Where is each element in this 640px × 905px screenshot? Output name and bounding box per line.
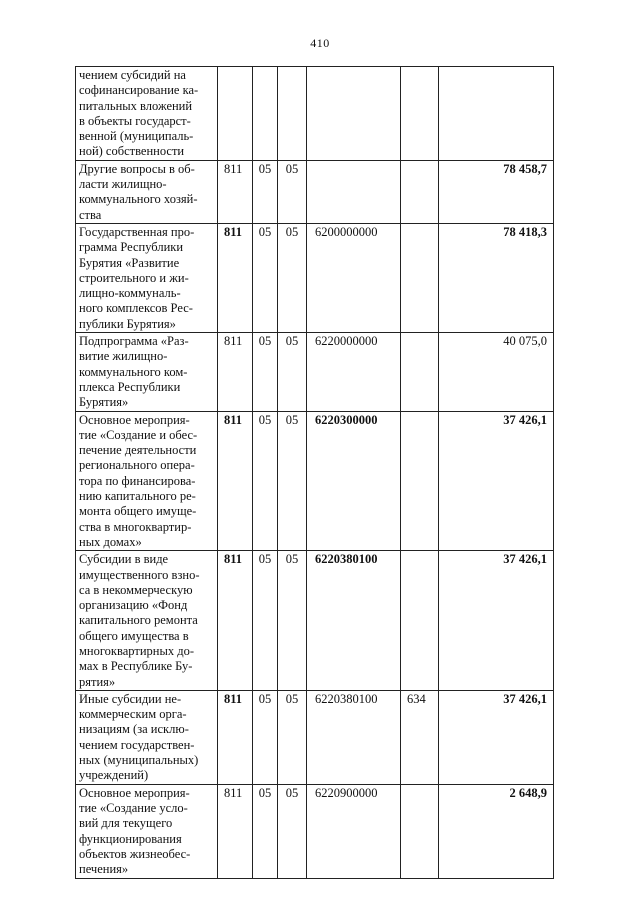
budget-table (75, 66, 554, 879)
subsection-cell: 05 (278, 551, 307, 691)
section-cell: 05 (253, 333, 278, 411)
amount-cell (439, 67, 554, 161)
page-number: 410 (310, 36, 330, 50)
subsection-cell: 05 (278, 411, 307, 551)
section-cell: 05 (253, 411, 278, 551)
ministry-code-cell: 811 (218, 411, 253, 551)
row-name-cell: Иные субсидии не- коммерческим орга- низациям (за исклю- чением государствен- ных (муниципальных) учреждений) (76, 690, 218, 784)
subsection-cell: 05 (278, 333, 307, 411)
amount-cell: 78 458,7 (439, 160, 554, 223)
section-cell: 05 (253, 223, 278, 332)
row-name-cell: чением субсидий на софинансирование ка- питальных вложений в объекты государст- венной (муниципаль- ной) собственности (76, 67, 218, 161)
target-article-cell: 6220000000 (307, 333, 401, 411)
subsection-cell: 05 (278, 690, 307, 784)
table-row (76, 411, 554, 551)
target-article-cell (307, 160, 401, 223)
table-row (76, 551, 554, 691)
table-row (76, 67, 554, 161)
subsection-cell: 05 (278, 223, 307, 332)
expense-type-cell (401, 160, 439, 223)
ministry-code-cell: 811 (218, 160, 253, 223)
row-name-cell: Основное мероприя- тие «Создание и обес- печение деятельности регионального опера- тора по финансирова- нию капитального ре- монта общего имуще- ства в многоквартир- ных домах» (76, 411, 218, 551)
expense-type-cell (401, 67, 439, 161)
section-cell: 05 (253, 690, 278, 784)
ministry-code-cell: 811 (218, 784, 253, 878)
table-row (76, 690, 554, 784)
expense-type-cell (401, 223, 439, 332)
expense-type-cell (401, 333, 439, 411)
amount-cell: 37 426,1 (439, 690, 554, 784)
expense-type-cell (401, 411, 439, 551)
row-name-cell: Основное мероприя- тие «Создание усло- вий для текущего функционирования объектов жизнеобес- печения» (76, 784, 218, 878)
row-name-cell: Государственная про- грамма Республики Бурятия «Развитие строительного и жи- лищно-коммуналь- ного комплексов Рес- публики Бурятия» (76, 223, 218, 332)
target-article-cell: 6220380100 (307, 690, 401, 784)
expense-type-cell: 634 (401, 690, 439, 784)
section-cell: 05 (253, 551, 278, 691)
amount-cell: 37 426,1 (439, 411, 554, 551)
row-name-cell: Субсидии в виде имущественного взно- са в некоммерческую организацию «Фонд капитального ремонта общего имущества в многоквартирных до- мах в Республике Бу- рятия» (76, 551, 218, 691)
row-name-cell: Другие вопросы в об- ласти жилищно- коммунального хозяй- ства (76, 160, 218, 223)
target-article-cell: 6220900000 (307, 784, 401, 878)
ministry-code-cell: 811 (218, 690, 253, 784)
budget-table-body (76, 67, 554, 879)
subsection-cell (278, 67, 307, 161)
subsection-cell: 05 (278, 160, 307, 223)
target-article-cell: 6200000000 (307, 223, 401, 332)
amount-cell: 40 075,0 (439, 333, 554, 411)
table-row (76, 333, 554, 411)
amount-cell: 37 426,1 (439, 551, 554, 691)
target-article-cell (307, 67, 401, 161)
target-article-cell: 6220300000 (307, 411, 401, 551)
section-cell: 05 (253, 160, 278, 223)
section-cell (253, 67, 278, 161)
expense-type-cell (401, 784, 439, 878)
table-row (76, 784, 554, 878)
table-row (76, 223, 554, 332)
ministry-code-cell: 811 (218, 551, 253, 691)
table-row (76, 160, 554, 223)
row-name-cell: Подпрограмма «Раз- витие жилищно- коммунального ком- плекса Республики Бурятия» (76, 333, 218, 411)
expense-type-cell (401, 551, 439, 691)
amount-cell: 2 648,9 (439, 784, 554, 878)
amount-cell: 78 418,3 (439, 223, 554, 332)
subsection-cell: 05 (278, 784, 307, 878)
target-article-cell: 6220380100 (307, 551, 401, 691)
section-cell: 05 (253, 784, 278, 878)
ministry-code-cell: 811 (218, 223, 253, 332)
ministry-code-cell (218, 67, 253, 161)
ministry-code-cell: 811 (218, 333, 253, 411)
